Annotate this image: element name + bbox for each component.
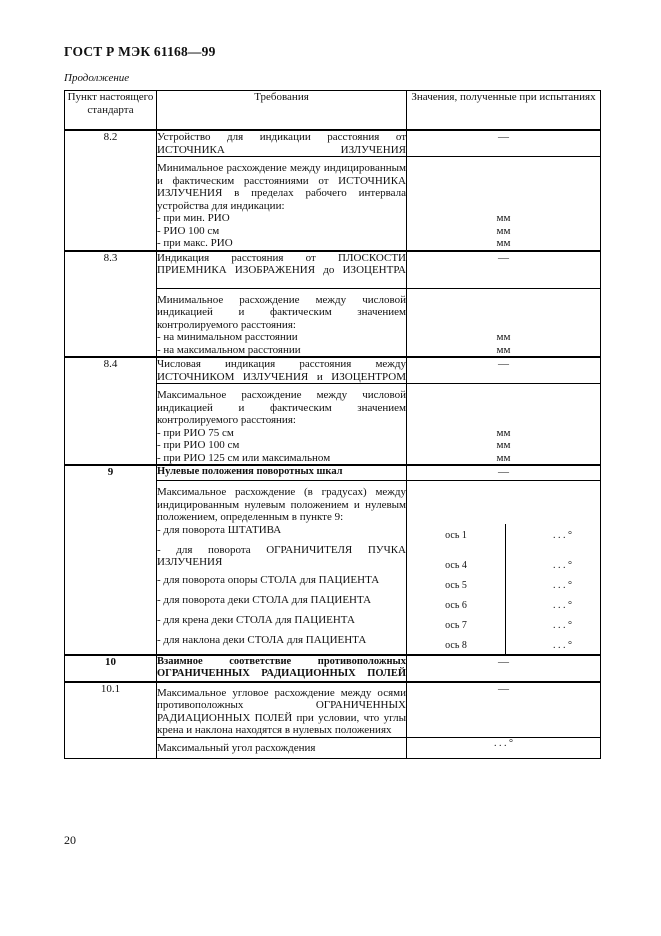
value-cell — [407, 481, 601, 524]
value-cell: — — [407, 655, 601, 682]
axis-value-cell — [407, 614, 601, 634]
axis-value-cell — [407, 574, 601, 594]
axis-label: ось 7 — [445, 620, 467, 631]
value-unit: мм — [407, 439, 601, 452]
value-unit: мм — [407, 237, 601, 251]
table-row — [65, 682, 601, 738]
clause-number: 10 — [65, 655, 157, 682]
requirement-title: Числовая индикация расстояния между ИСТОЧНИКОМ ИЗЛУЧЕНИЯ и ИЗОЦЕНТРОМ — [157, 358, 406, 383]
list-item: - для поворота опоры СТОЛА для ПАЦИЕНТА — [157, 574, 407, 594]
value-unit: мм — [407, 212, 601, 225]
requirement-title: Взаимное соответствие противоположных ОГРАНИЧЕННЫХ РАДИАЦИОННЫХ ПОЛЕЙ — [157, 655, 407, 682]
value-cell: — — [407, 357, 601, 384]
value-unit: мм — [407, 331, 601, 344]
list-item: - РИО 100 см — [157, 225, 407, 238]
requirement-text: Минимальное расхождение между числовой индикацией и фактическим значением контролируемого расстояния: — [157, 288, 407, 331]
list-item: - для поворота деки СТОЛА для ПАЦИЕНТА — [157, 594, 407, 614]
page-number: 20 — [64, 833, 76, 847]
degree-value: . . . ° — [505, 614, 600, 634]
table-row — [65, 465, 601, 481]
axis-label: ось 8 — [445, 640, 467, 651]
list-item: Максимальный угол расхождения — [157, 737, 407, 758]
degree-value: . . . ° — [505, 524, 600, 544]
document-header: ГОСТ Р МЭК 61168—99 — [64, 44, 216, 59]
value-cell — [407, 157, 601, 213]
col-header-values: Значения, полученные при испытаниях — [407, 91, 601, 131]
requirement-text: Минимальное расхождение между индицированным и фактическим расстояниями от ИСТОЧНИКА ИЗЛУЧЕНИЯ в пределах рабочего интервала устройства для индикации: — [157, 157, 407, 213]
axis-value-cell — [407, 634, 601, 655]
list-item: - при макс. РИО — [157, 237, 407, 251]
requirement-title: Устройство для индикации расстояния от ИСТОЧНИКА ИЗЛУЧЕНИЯ — [157, 131, 406, 156]
degree-value: . . . ° — [407, 737, 601, 758]
table-header-row — [65, 91, 601, 131]
list-item: - для поворота ШТАТИВА — [157, 524, 407, 544]
value-cell: — — [407, 465, 601, 481]
value-cell — [407, 288, 601, 331]
list-item: - для поворота ОГРАНИЧИТЕЛЯ ПУЧКА ИЗЛУЧЕНИЯ — [157, 544, 407, 574]
table-row — [65, 251, 601, 289]
list-item: - на максимальном расстоянии — [157, 344, 407, 358]
degree-value: . . . ° — [505, 594, 600, 614]
clause-number: 9 — [65, 465, 157, 655]
axis-value-cell — [407, 594, 601, 614]
col-header-requirements: Требования — [157, 91, 407, 131]
axis-label: ось 5 — [445, 580, 467, 591]
value-cell: — — [407, 682, 601, 738]
table-row — [65, 655, 601, 682]
continuation-label: Продолжение — [64, 72, 130, 84]
list-item: - для наклона деки СТОЛА для ПАЦИЕНТА — [157, 634, 407, 655]
value-cell: — — [407, 130, 601, 157]
list-item: - для крена деки СТОЛА для ПАЦИЕНТА — [157, 614, 407, 634]
value-unit: мм — [407, 452, 601, 466]
degree-value: . . . ° — [505, 544, 600, 574]
axis-value-cell — [407, 524, 601, 544]
axis-label: ось 6 — [445, 600, 467, 611]
requirement-title: Индикация расстояния от ПЛОСКОСТИ ПРИЕМНИКА ИЗОБРАЖЕНИЯ до ИЗОЦЕНТРА — [157, 251, 407, 289]
value-cell — [407, 384, 601, 427]
axis-value-cell — [407, 544, 601, 574]
requirement-text: Максимальное расхождение между числовой индикацией и фактическим значением контролируемого расстояния: — [157, 384, 407, 427]
value-unit: мм — [407, 344, 601, 358]
requirements-table — [64, 90, 601, 759]
requirement-title: Нулевые положения поворотных шкал — [157, 465, 407, 481]
list-item: - при РИО 100 см — [157, 439, 407, 452]
clause-number: 8.2 — [65, 130, 157, 251]
clause-number: 8.3 — [65, 251, 157, 358]
requirement-text: Максимальное расхождение (в градусах) между индицированным нулевым положением и нулевым положением, определенным в пункте 9: — [157, 481, 407, 524]
table-row — [65, 130, 601, 157]
list-item: - при РИО 125 см или максимальном — [157, 452, 407, 466]
value-unit: мм — [407, 225, 601, 238]
axis-label: ось 1 — [445, 530, 467, 541]
list-item: - при мин. РИО — [157, 212, 407, 225]
value-unit: мм — [407, 427, 601, 440]
degree-value: . . . ° — [505, 634, 600, 654]
axis-label: ось 4 — [445, 560, 467, 571]
list-item: - на минимальном расстоянии — [157, 331, 407, 344]
clause-number: 10.1 — [65, 682, 157, 759]
list-item: - при РИО 75 см — [157, 427, 407, 440]
col-header-clause: Пункт настоящего стандарта — [65, 91, 157, 131]
clause-number: 8.4 — [65, 357, 157, 465]
table-row — [65, 357, 601, 384]
degree-value: . . . ° — [505, 574, 600, 594]
value-cell: — — [407, 251, 601, 289]
requirement-text: Максимальное угловое расхождение между осями противоположных ОГРАНИЧЕННЫХ РАДИАЦИОННЫХ ПОЛЕЙ при условии, что углы крена и наклона находятся в нулевых положениях — [157, 682, 407, 738]
